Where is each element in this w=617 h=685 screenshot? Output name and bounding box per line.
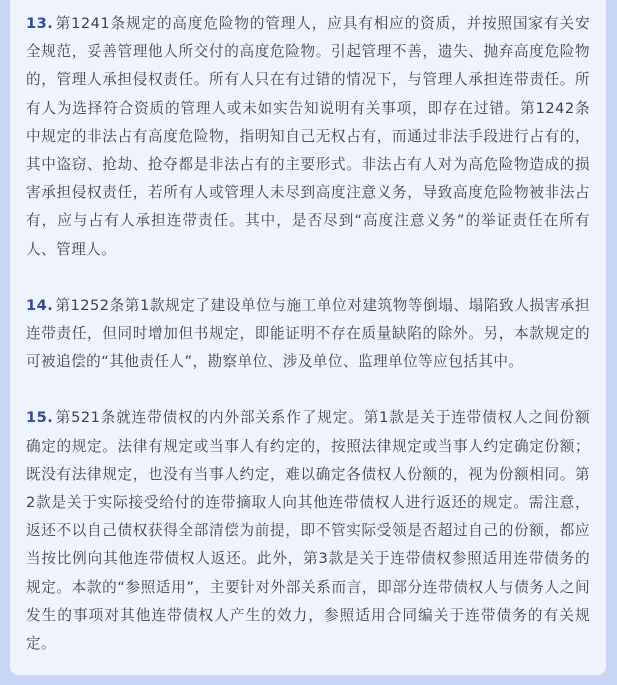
article-paragraph-14 — [26, 292, 590, 377]
content-card — [10, 0, 606, 675]
item-number-15: 15. — [26, 409, 54, 427]
item-text-14: 第1252条第1款规定了建设单位与施工单位对建筑物等倒塌、塌陷致人损害承担连带责任，但同时增加但书规定，即能证明不存在质量缺陷的除外。另，本款规定的可被追偿的“其他责任人”，勘察单位、涉及单位、监理单位等应包括其中。 — [26, 296, 590, 371]
item-text-15: 第521条就连带债权的内外部关系作了规定。第1款是关于连带债权人之间份额确定的规定。法律有规定或当事人有约定的，按照法律规定或当事人约定确定份额；既没有法律规定，也没有当事人约定，难以确定各债权人份额的，视为份额相同。第2款是关于实际接受给付的连带摘取人向其他连带债权人进行返还的规定。需注意，返还不以自己债权获得全部清偿为前提，即不管实际受领是否超过自己的份额，都应当按比例向其他连带债权人返还。此外，第3款是关于连带债权参照适用连带债务的规定。本款的“参照适用”，主要针对外部关系而言，即部分连带债权人与债务人之间发生的事项对其他连带债权人产生的效力，参照适用合同编关于连带债务的有关规定。 — [26, 409, 590, 653]
item-number-14: 14. — [26, 296, 54, 314]
item-text-13: 第1241条规定的高度危险物的管理人，应具有相应的资质，并按照国家有关安全规范，妥善管理他人所交付的高度危险物。引起管理不善，遗失、抛弃高度危险物的，管理人承担侵权责任。所有人只在有过错的情况下，与管理人承担连带责任。所有人为选择符合资质的管理人或未如实告知说明有关事项，即存在过错。第1242条中规定的非法占有高度危险物，指明知自己无权占有，而通过非法手段进行占有的，其中盗窃、抢劫、抢夺都是非法占有的主要形式。非法占有人对为高危险物造成的损害承担侵权责任，若所有人或管理人未尽到高度注意义务，导致高度危险物被非法占有，应与占有人承担连带责任。其中，是否尽到“高度注意义务”的举证责任在所有人、管理人。 — [26, 15, 590, 258]
item-number-13: 13. — [26, 15, 54, 32]
article-paragraph-13 — [26, 10, 590, 264]
article-paragraph-15 — [26, 404, 590, 658]
